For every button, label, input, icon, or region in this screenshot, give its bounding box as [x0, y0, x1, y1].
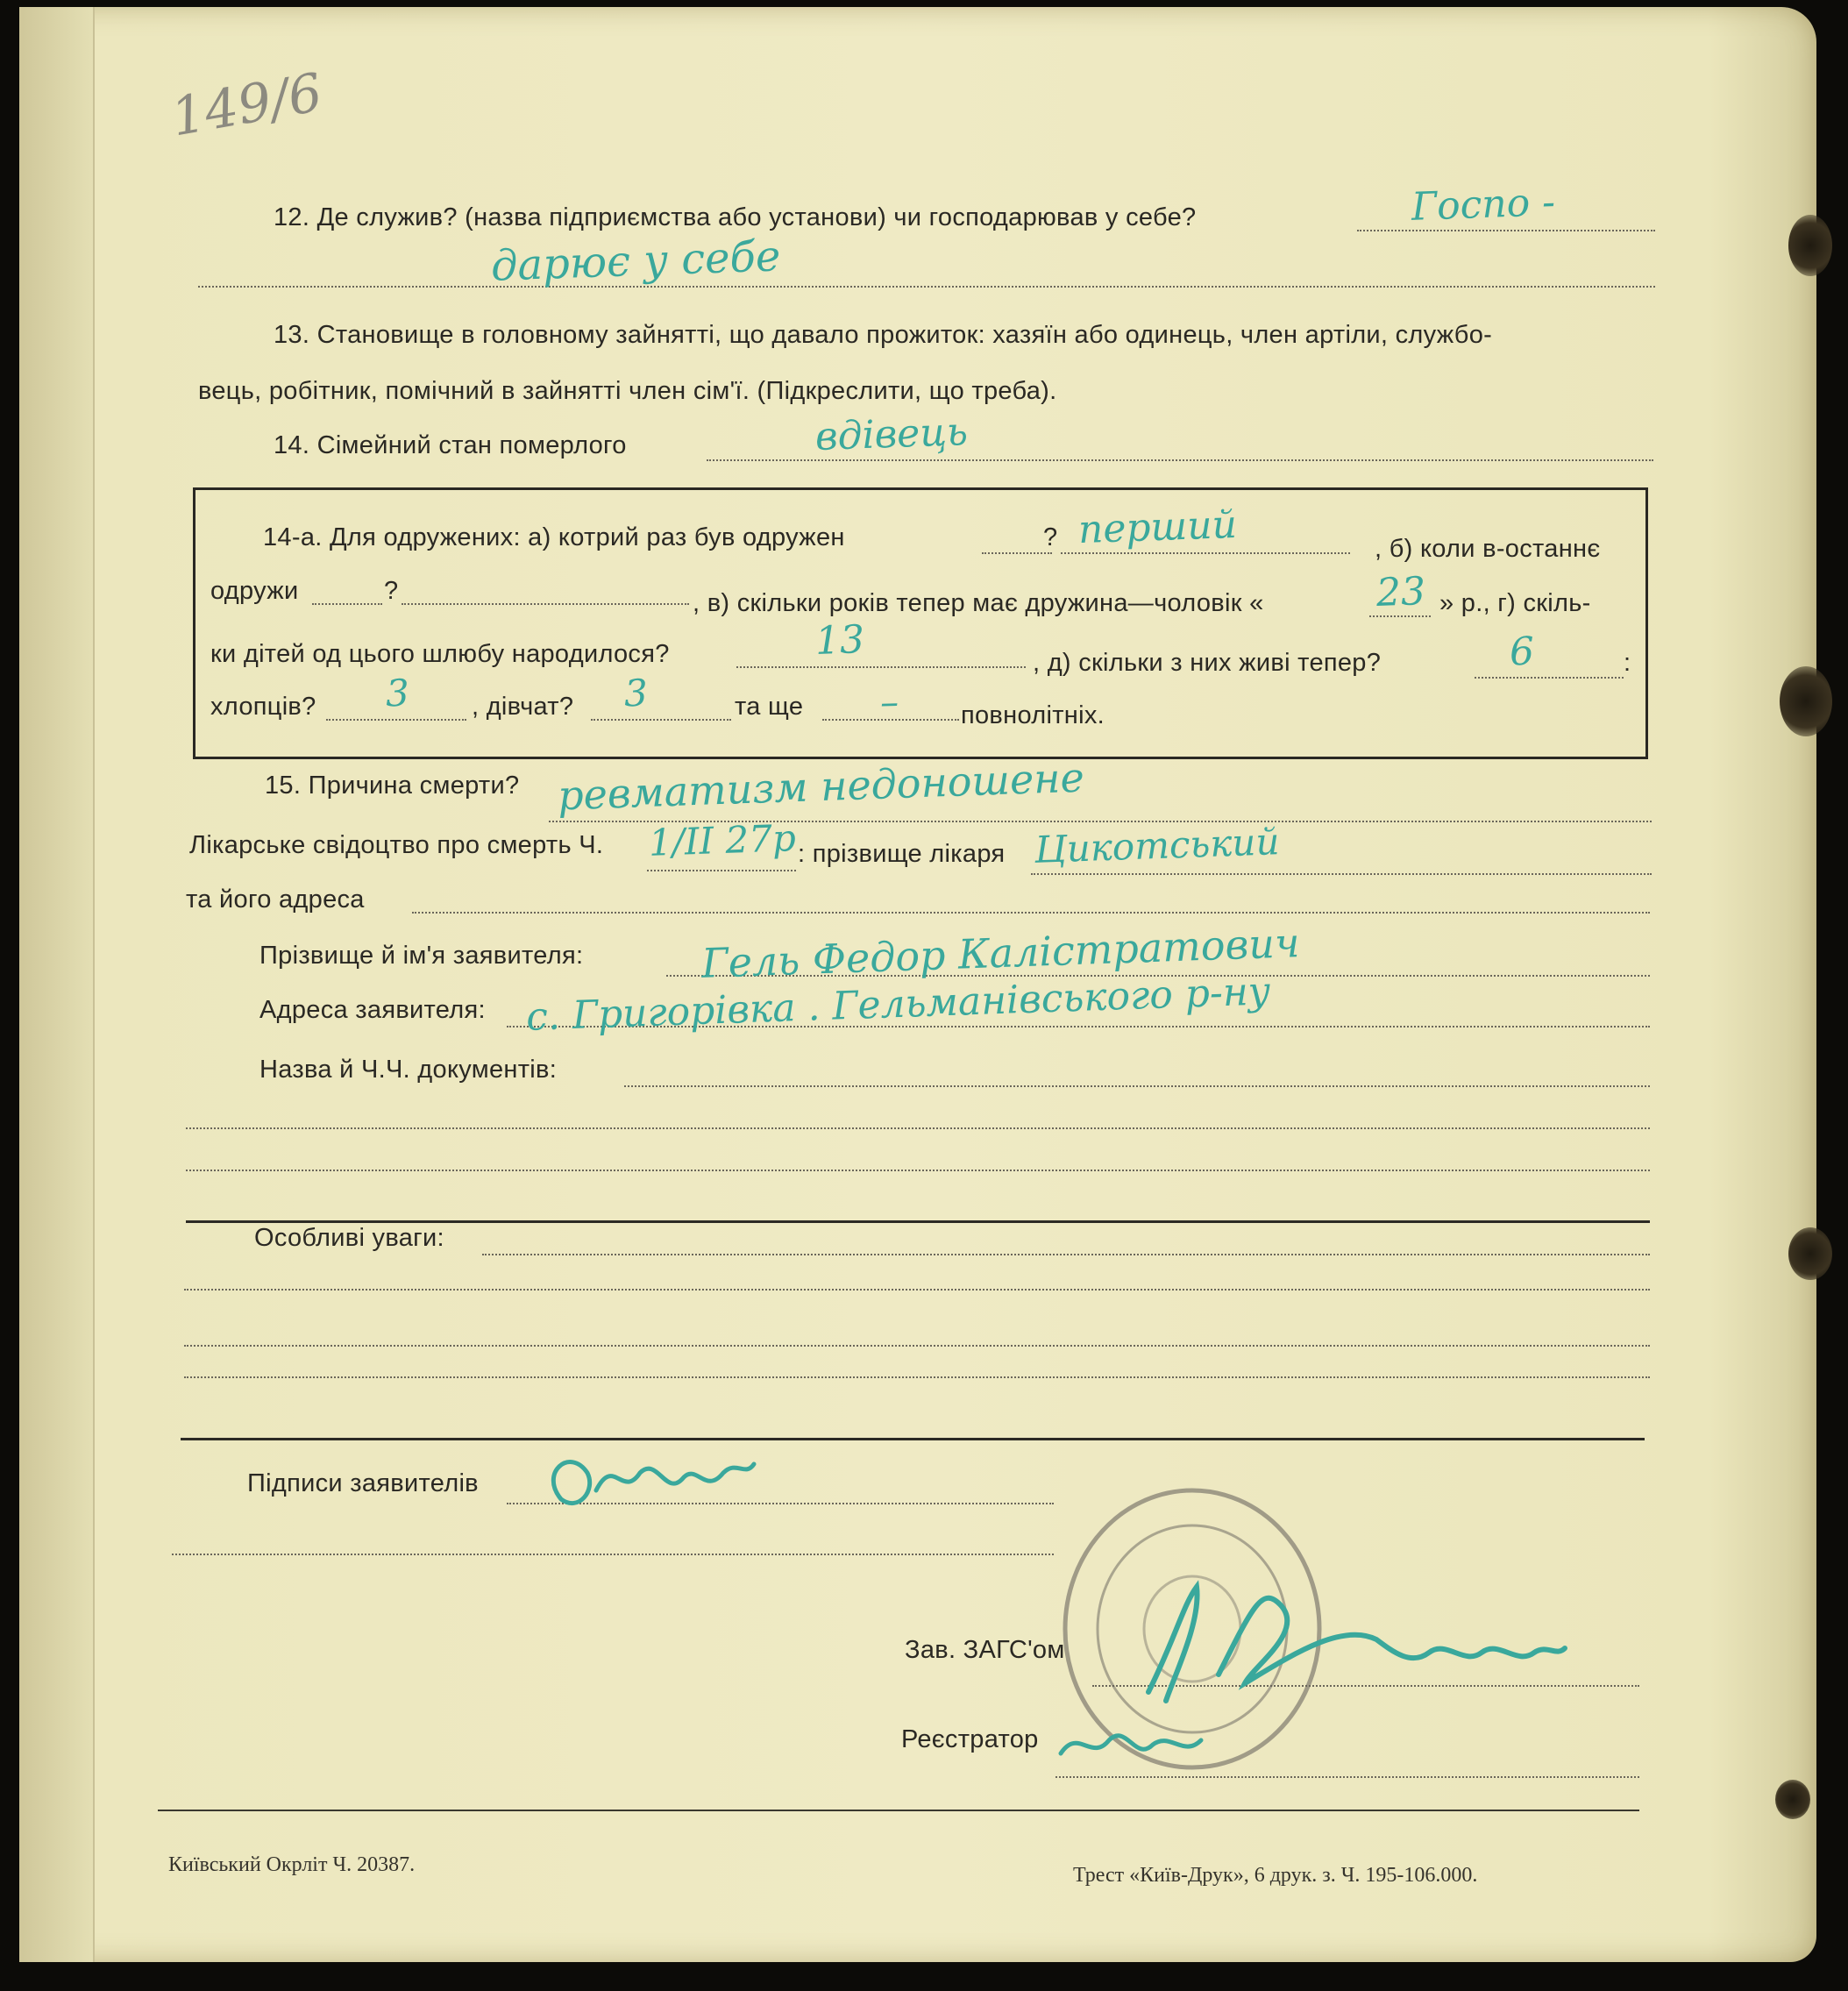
registrar-label: Реєстратор [901, 1725, 1039, 1753]
applicant-name-answer: Гель Федор Калістратович [700, 919, 1301, 987]
q12-line [1357, 230, 1655, 231]
q14a-line3-start: ки дітей од цього шлюбу народилося? [210, 640, 670, 668]
documents-label: Назва й Ч.Ч. документів: [259, 1056, 558, 1084]
paper-binding-strip [19, 7, 95, 1962]
q14a-answer-boys: 3 [385, 671, 410, 715]
q14a-line2-end: » р., г) скіль- [1439, 589, 1591, 617]
q13-label-line1: 13. Становище в головному зайнятті, що давало прожиток: хазяїн або одинець, член артіли, службо- [274, 321, 1493, 349]
q14a-q-mark: ? [1043, 523, 1058, 551]
registry-head-signature [1113, 1569, 1569, 1718]
q14a-line3-mid: , д) скільки з них живі тепер? [1033, 649, 1382, 677]
q14a-line-alive [1475, 677, 1624, 679]
documents-line-3 [186, 1170, 1650, 1171]
applicant-address-label: Адреса заявителя: [259, 996, 486, 1024]
applicant-signature [535, 1438, 763, 1534]
print-trust-info: Трест «Київ-Друк», 6 друк. з. Ч. 195-106.000. [1073, 1864, 1478, 1887]
q14a-line-a2 [1061, 552, 1350, 554]
q14a-answer-girls: 3 [623, 671, 649, 715]
q14a-line2-mid: , в) скільки років тепер має дружина—чоловік « [693, 589, 1264, 617]
q15-answer: ревматизм недоношене [557, 753, 1085, 820]
documents-line [624, 1085, 1650, 1087]
documents-line-2 [186, 1127, 1650, 1129]
notes-line-1 [482, 1254, 1650, 1255]
q14a-line3-colon: : [1624, 649, 1631, 677]
q14a-line-girls [591, 719, 731, 721]
q14-answer: вдівець [814, 409, 969, 460]
q14a-line-b1 [312, 603, 382, 605]
q14a-line1: 14-а. Для одружених: а) котрий раз був одружен [263, 523, 845, 551]
q14a-adult-label: повнолітніх. [961, 701, 1105, 729]
applicant-signature-line-2 [172, 1554, 1054, 1555]
applicant-signature-label: Підписи заявителів [247, 1469, 479, 1497]
notes-line-2 [184, 1289, 1650, 1291]
doctor-answer: Цикотський [1034, 820, 1281, 871]
notes-line-3 [184, 1345, 1650, 1347]
notes-line-4 [184, 1376, 1650, 1378]
notes-label: Особливі уваги: [254, 1224, 444, 1252]
medical-cert-line [647, 870, 796, 871]
registrar-signature [1052, 1714, 1210, 1775]
footer-divider [158, 1810, 1639, 1811]
doctor-label: : прізвище лікаря [798, 840, 1006, 868]
punch-hole [1775, 1780, 1810, 1819]
q13-label-line2: вець, робітник, помічний в зайнятті член сім'ї. (Підкреслити, що треба). [198, 377, 1057, 405]
doctor-line [1031, 873, 1652, 875]
applicant-address-answer: с. Григорівка . Гельманівського р-ну [525, 969, 1272, 1040]
doctor-address-line [412, 912, 1650, 914]
q14a-line-children [736, 666, 1026, 668]
q14a-answer-children: 13 [814, 617, 865, 664]
q14a-more-label: та ще [735, 693, 804, 721]
punch-hole [1780, 666, 1832, 736]
medical-cert-label: Лікарське свідоцтво про смерть Ч. [189, 831, 604, 859]
q14a-boys-label: хлопців? [210, 693, 316, 721]
q14a-answer-a: перший [1077, 501, 1238, 553]
q14a-girls-label: , дівчат? [472, 693, 574, 721]
print-office-info: Київський Окрліт Ч. 20387. [168, 1853, 416, 1876]
q14a-answer-age: 23 [1375, 569, 1426, 615]
notes-divider [181, 1438, 1645, 1440]
q12-line-2 [198, 286, 1655, 288]
registry-head-label: Зав. ЗАГС'ом [905, 1636, 1065, 1664]
q12-answer-1: Госпо - [1411, 180, 1556, 230]
q14-label: 14. Сімейний стан померлого [274, 431, 627, 459]
q14-line [707, 459, 1653, 461]
doctor-address-label: та його адреса [186, 885, 365, 914]
q14a-line-age [1369, 615, 1431, 617]
q14a-line-boys [326, 719, 466, 721]
q14a-answer-alive: 6 [1509, 629, 1535, 675]
registrar-line [1055, 1776, 1639, 1778]
q14a-answer-more: – [879, 679, 899, 724]
q14a-line1-b: , б) коли в-останнє [1375, 535, 1601, 563]
punch-hole [1788, 1227, 1832, 1280]
punch-hole [1788, 215, 1832, 276]
q12-answer-2: дарює у себе [490, 231, 782, 291]
medical-cert-answer: 1/II 27р [648, 816, 797, 864]
q15-label: 15. Причина смерти? [265, 772, 520, 800]
q14a-line-b2 [402, 603, 689, 605]
section-divider [186, 1220, 1650, 1223]
q14a-line2-start: одружи [210, 577, 299, 605]
applicant-name-label: Прізвище й ім'я заявителя: [259, 942, 584, 970]
q14a-line-a [982, 552, 1052, 554]
q12-label: 12. Де служив? (назва підприємства або установи) чи господарював у себе? [274, 203, 1197, 231]
q14a-q-mark-2: ? [384, 577, 399, 605]
archive-page-number: 149/6 [167, 61, 327, 149]
